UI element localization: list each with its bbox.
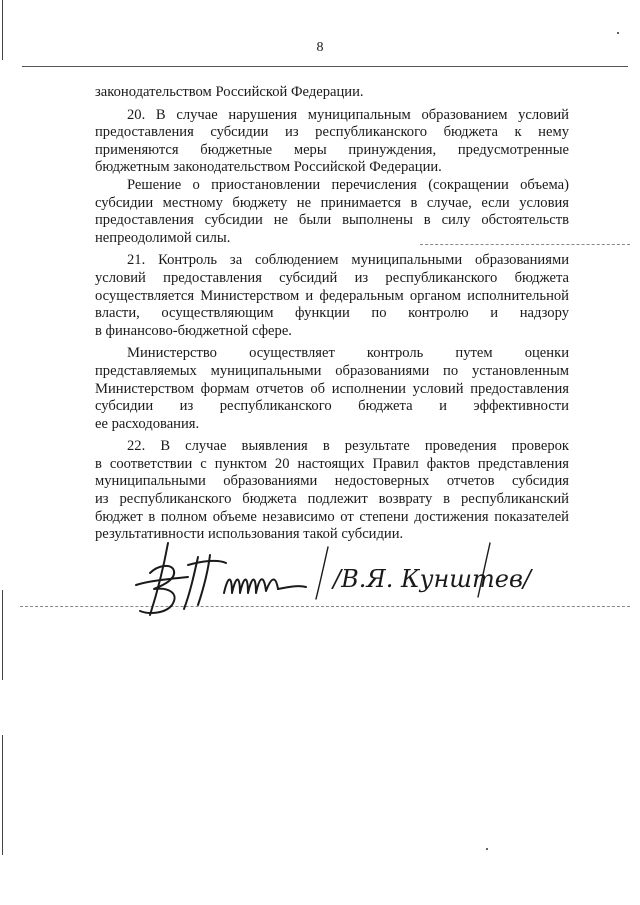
text-line: субсидии из республиканского бюджета и эффективности [95, 398, 569, 415]
text-line: 21. Контроль за соблюдением муниципальными образованиями [127, 252, 569, 269]
text-line: результативности использования такой субсидии. [95, 526, 404, 543]
body-text [95, 84, 569, 544]
text-line: из республиканского бюджета подлежит возврату в республиканский [95, 491, 569, 508]
text-line: бюджет в полном объеме независимо от степени достижения показателей [95, 508, 569, 525]
text-line: Решение о приостановлении перечисления (сокращении объема) [127, 176, 569, 193]
text-line: применяются бюджетные меры принуждения, предусмотренные [95, 141, 569, 158]
text-line: Министерством формам отчетов об исполнении условий предоставления [95, 380, 569, 397]
text-line: предоставления субсидии из республиканского бюджета к нему [95, 124, 569, 141]
page-edge [2, 590, 3, 680]
page-number: 8 [316, 40, 324, 55]
scan-speck [617, 32, 619, 34]
text-line: ее расходования. [95, 415, 200, 432]
text-line: условий предоставления субсидий из республиканского бюджета [95, 269, 569, 286]
text-line: 22. В случае выявления в результате проведения проверок [127, 438, 569, 455]
text-line: власти, осуществляющим функции по контролю и надзору [95, 305, 569, 322]
text-line: непреодолимой силы. [95, 229, 231, 246]
page-edge [2, 0, 3, 60]
text-line: законодательством Российской Федерации. [95, 84, 364, 100]
text-line: осуществляется Министерством и федеральным органом исполнительной [95, 287, 569, 304]
signature [128, 535, 532, 625]
text-line: в финансово-бюджетной сфере. [95, 322, 292, 339]
text-line: бюджетным законодательством Российской Федерации. [95, 159, 442, 176]
text-line: предоставления субсидии не были выполнены в силу обстоятельств [95, 212, 569, 229]
text-line: представляемых муниципальными образованиями по установленным [95, 362, 569, 379]
signature-scribble [128, 535, 532, 625]
text-line: 20. В случае нарушения муниципальным образованием условий [127, 106, 569, 123]
text-line: муниципальными образованиями недостоверных отчетов субсидия [95, 473, 569, 490]
text-line: Министерство осуществляет контроль путем оценки [127, 345, 569, 362]
header-rule [22, 66, 628, 67]
page-edge [2, 735, 3, 855]
signature-name: /В.Я. Кунштев/ [333, 565, 532, 593]
text-line: в соответствии с пунктом 20 настоящих Правил фактов представления [95, 455, 569, 472]
text-line: субсидии местному бюджету не принимается в случае, если условия [95, 194, 569, 211]
scan-speck [486, 848, 488, 850]
